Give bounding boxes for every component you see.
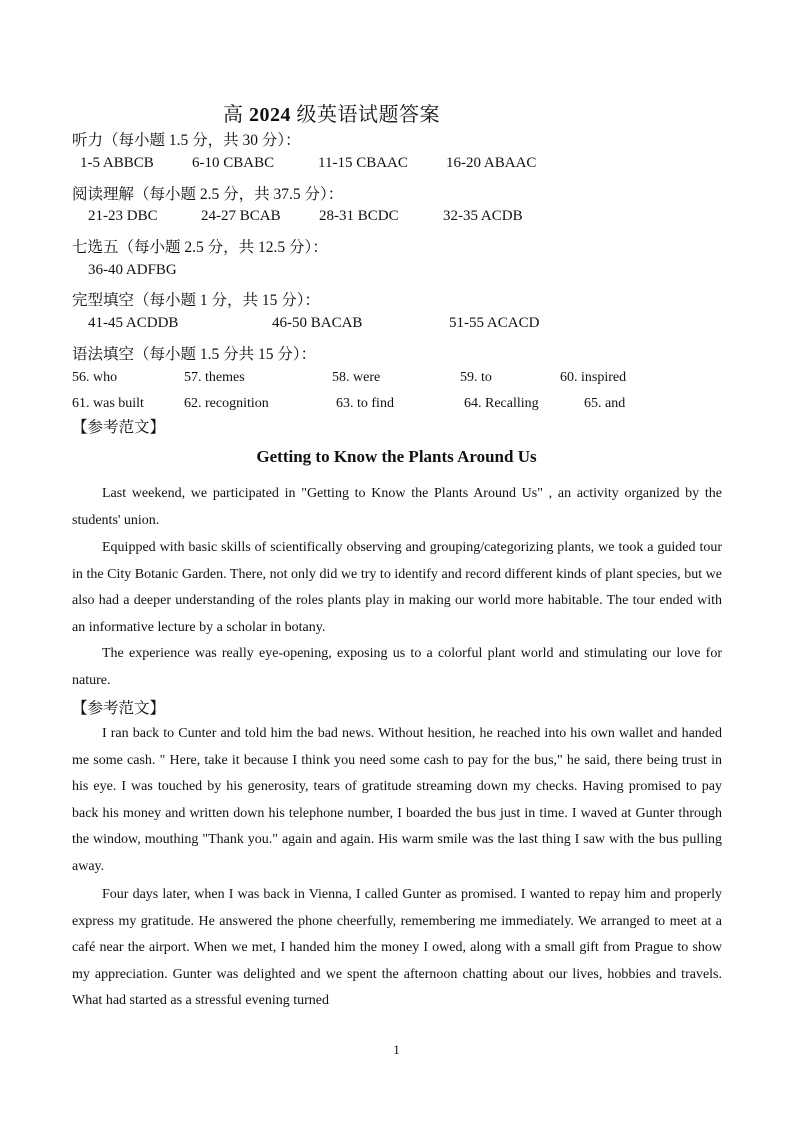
title-suffix: 级英语试题答案: [291, 104, 440, 126]
essay2-paragraph-1: [72, 721, 722, 881]
essay2-paragraph-1-text: I ran back to Cunter and told him the bad news. Without hesition, he reached into his own wallet and handed me some cash. " Here, take it because I think you need some cash to pay for the bus," he said, there being trust in his eye. I was touched by his generosity, tears of gratitude streaming down my checks. Having promised to pay back his money and written down his telephone number, I boarded the bus just in time. I waved at Gunter through the window, mouthing "Thank you." again and again. His warm smile was the last thing I saw with the bus pulling away.: [72, 726, 722, 874]
essay1-paragraph-3-text: The experience was really eye-opening, exposing us to a colorful plant world and stimulating our love for nature.: [72, 646, 722, 688]
grammar-answer-62: 62. recognition: [184, 396, 269, 411]
grammar-answer-64: 64. Recalling: [464, 396, 539, 411]
reading-answer-4: 32-35 ACDB: [443, 208, 523, 224]
title-year: 2024: [249, 104, 291, 126]
grammar-answer-56: 56. who: [72, 370, 118, 385]
page-title: [223, 98, 440, 127]
cloze-answer-1: 41-45 ACDDB: [88, 315, 179, 331]
grammar-heading: 语法填空（每小题 1.5 分共 15 分）：: [72, 346, 317, 363]
listening-heading: 听力（每小题 1.5 分，共 30 分）：: [72, 132, 301, 149]
reading-answer-2: 24-27 BCAB: [201, 208, 281, 224]
listening-answer-2: 6-10 CBABC: [192, 155, 275, 171]
grammar-answer-65: 65. and: [584, 396, 626, 411]
listening-answer-3: 11-15 CBAAC: [318, 155, 408, 171]
essay1-paragraph-1: [72, 481, 722, 534]
title-prefix: 高: [223, 104, 249, 126]
essay1-paragraph-1-text: Last weekend, we participated in "Getting to Know the Plants Around Us" , an activity organized by the students' union.: [72, 486, 722, 528]
essay2-paragraph-2: [72, 882, 722, 1015]
essay2-paragraph-2-text: Four days later, when I was back in Vienna, I called Gunter as promised. I wanted to repay him and properly express my gratitude. He answered the phone cheerfully, remembering me immediately. We arranged to meet at a café near the airport. When we met, I handed him the money I owed, along with a small gift from Prague to show my appreciation. Gunter was delighted and we spent the afternoon chatting about our lives, hobbies and travels. What had started as a stressful evening turned: [72, 887, 722, 1009]
grammar-answer-58: 58. were: [332, 370, 381, 385]
essay1-paragraph-2: [72, 535, 722, 641]
cloze-heading: 完型填空（每小题 1 分，共 15 分）：: [72, 292, 321, 309]
reading-heading: 阅读理解（每小题 2.5 分，共 37.5 分）：: [72, 186, 344, 203]
model-essay-label-1: 【参考范文】: [72, 419, 166, 436]
seven-five-answer: 36-40 ADFBG: [88, 262, 177, 278]
page-number: 1: [393, 1042, 400, 1057]
model-essay-label-2: 【参考范文】: [72, 700, 166, 717]
grammar-answer-61: 61. was built: [72, 396, 144, 411]
grammar-answer-60: 60. inspired: [560, 370, 627, 385]
grammar-answer-59: 59. to: [460, 370, 492, 385]
reading-answer-1: 21-23 DBC: [88, 208, 158, 224]
seven-five-heading: 七选五（每小题 2.5 分，共 12.5 分）：: [72, 239, 328, 256]
listening-answer-1: 1-5 ABBCB: [80, 155, 154, 171]
cloze-answer-3: 51-55 ACACD: [449, 315, 540, 331]
cloze-answer-2: 46-50 BACAB: [272, 315, 363, 331]
grammar-answer-63: 63. to find: [336, 396, 394, 411]
essay-title: Getting to Know the Plants Around Us: [256, 447, 537, 466]
essay1-paragraph-3: [72, 641, 722, 694]
listening-answer-4: 16-20 ABAAC: [446, 155, 537, 171]
essay1-paragraph-2-text: Equipped with basic skills of scientifically observing and grouping/categorizing plants, we took a guided tour in the City Botanic Garden. There, not only did we try to identify and record different kinds of plant species, but we also had a deeper understanding of the roles plants play in making our world more habitable. The tour ended with an informative lecture by a scholar in botany.: [72, 540, 722, 635]
grammar-answer-57: 57. themes: [184, 370, 245, 385]
reading-answer-3: 28-31 BCDC: [319, 208, 399, 224]
